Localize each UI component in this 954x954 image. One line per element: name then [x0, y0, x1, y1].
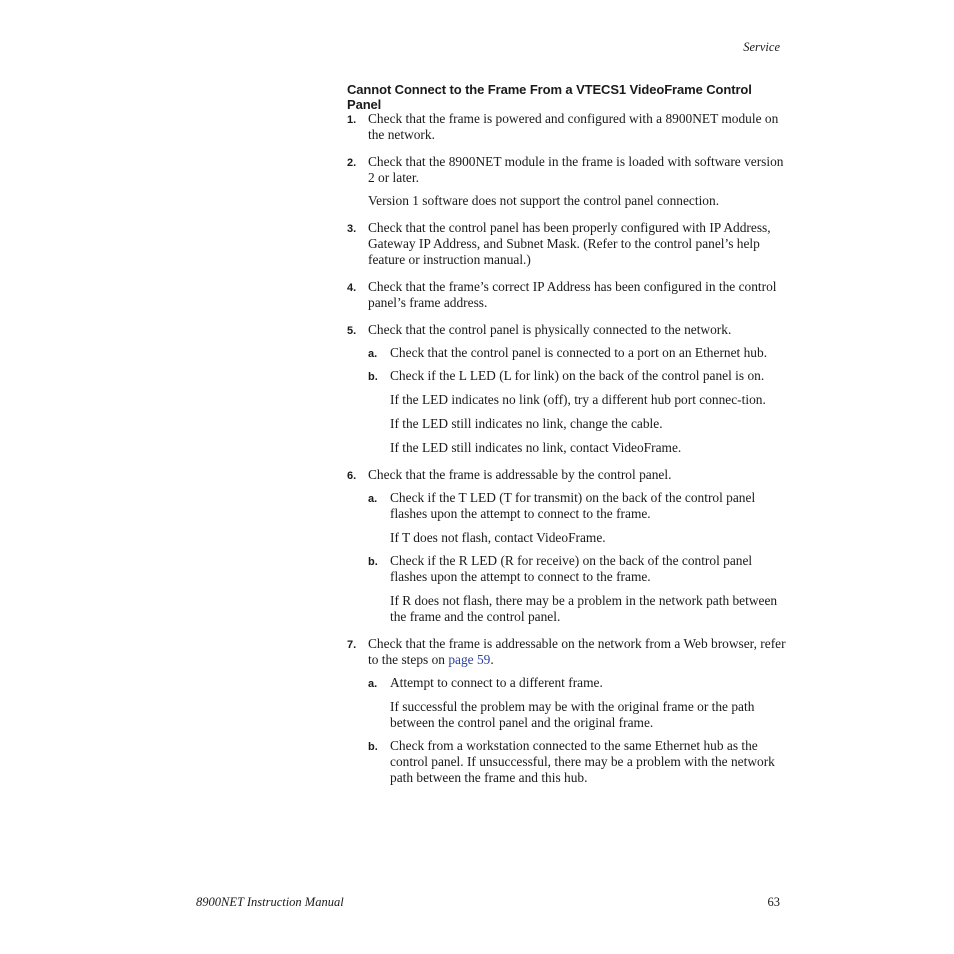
substep-letter: a.	[368, 678, 378, 690]
substep-7a	[368, 675, 787, 731]
step-4	[347, 279, 787, 311]
step-number: 1.	[347, 114, 357, 126]
step-text	[368, 636, 787, 668]
running-header-section: Service	[743, 40, 780, 54]
step-5	[347, 322, 787, 456]
substep-letter: b.	[368, 371, 378, 383]
substep-text: Check that the control panel is connected to a port on an Ethernet hub.	[390, 345, 768, 360]
footer-manual-title: 8900NET Instruction Manual	[196, 895, 344, 909]
step-text: Check that the frame is addressable by the control panel.	[368, 467, 672, 482]
step-number: 2.	[347, 157, 357, 169]
substep-note: If successful the problem may be with the original frame or the path between the control panel and the original frame.	[390, 699, 755, 730]
page-59-link[interactable]: page 59	[448, 652, 491, 667]
step-1	[347, 111, 787, 143]
substep-note: If R does not flash, there may be a problem in the network path between the frame and the control panel.	[390, 593, 778, 624]
footer-page-number: 63	[767, 895, 780, 909]
substep-letter: b.	[368, 741, 378, 753]
step-text-before-link: Check that the frame is addressable on the network from a Web browser, refer to the steps on	[368, 636, 786, 667]
substep-7b	[368, 738, 787, 786]
substep-note: If T does not flash, contact VideoFrame.	[390, 530, 606, 545]
substep-letter: b.	[368, 556, 378, 568]
troubleshooting-steps	[347, 111, 787, 797]
substep-5b	[368, 368, 787, 456]
step-text: Check that the 8900NET module in the frame is loaded with software version 2 or later.	[368, 154, 784, 185]
substep-note: If the LED still indicates no link, change the cable.	[390, 416, 663, 431]
step-text-after-link: .	[490, 652, 494, 667]
substep-letter: a.	[368, 348, 378, 360]
substep-text: Check if the T LED (T for transmit) on the back of the control panel flashes upon the attempt to connect to the frame.	[390, 490, 756, 521]
step-note: Version 1 software does not support the control panel connection.	[368, 193, 720, 208]
step-number: 5.	[347, 325, 357, 337]
substep-text: Check if the R LED (R for receive) on the back of the control panel flashes upon the attempt to connect to the frame.	[390, 553, 753, 584]
section-heading: Cannot Connect to the Frame From a VTECS1 VideoFrame Control Panel	[347, 82, 752, 112]
step-text: Check that the frame is powered and configured with a 8900NET module on the network.	[368, 111, 779, 142]
step-text: Check that the frame’s correct IP Address has been configured in the control panel’s frame address.	[368, 279, 777, 310]
step-number: 3.	[347, 223, 357, 235]
substep-letter: a.	[368, 493, 378, 505]
substep-note: If the LED still indicates no link, contact VideoFrame.	[390, 440, 682, 455]
substep-text: Check if the L LED (L for link) on the back of the control panel is on.	[390, 368, 765, 383]
step-text: Check that the control panel is physically connected to the network.	[368, 322, 732, 337]
substep-text: Check from a workstation connected to the same Ethernet hub as the control panel. If unsuccessful, there may be a problem with the network path between the frame and this hub.	[390, 738, 775, 785]
substep-text: Attempt to connect to a different frame.	[390, 675, 603, 690]
substep-note: If the LED indicates no link (off), try a different hub port connec-tion.	[390, 392, 766, 407]
step-7	[347, 636, 787, 786]
step-2	[347, 154, 787, 209]
step-6	[347, 467, 787, 625]
step-number: 7.	[347, 639, 357, 651]
substep-6b	[368, 553, 787, 625]
step-number: 6.	[347, 470, 357, 482]
step-number: 4.	[347, 282, 357, 294]
step-3	[347, 220, 787, 268]
step-text: Check that the control panel has been properly configured with IP Address, Gateway IP Address, and Subnet Mask. (Refer to the control panel’s help feature or instruction manual.)	[368, 220, 771, 267]
substep-6a	[368, 490, 787, 546]
substep-5a	[368, 345, 787, 361]
